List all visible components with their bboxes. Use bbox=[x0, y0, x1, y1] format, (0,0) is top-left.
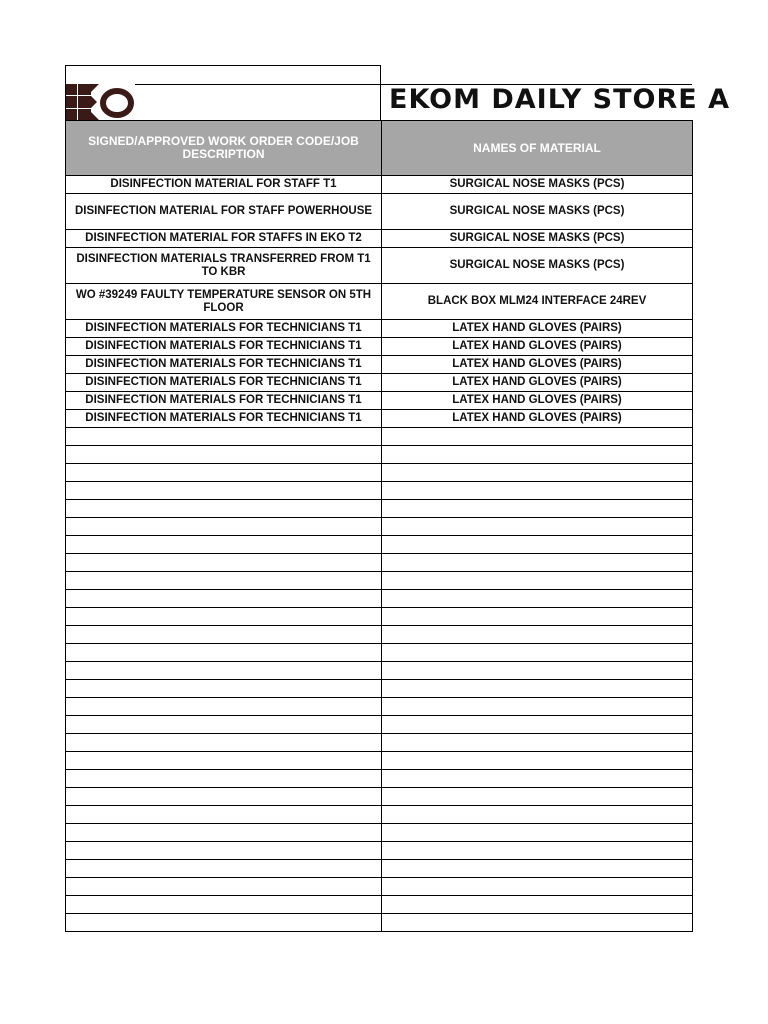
empty-row bbox=[66, 716, 693, 734]
empty-cell bbox=[382, 482, 693, 500]
empty-cell bbox=[66, 644, 382, 662]
table-row bbox=[66, 284, 693, 320]
empty-row bbox=[66, 518, 693, 536]
cell-job-description: DISINFECTION MATERIALS FOR TECHNICIANS T1 bbox=[66, 320, 382, 338]
table-row bbox=[66, 356, 693, 374]
empty-cell bbox=[382, 446, 693, 464]
empty-cell bbox=[382, 698, 693, 716]
empty-cell bbox=[382, 644, 693, 662]
empty-cell bbox=[382, 842, 693, 860]
empty-cell bbox=[66, 554, 382, 572]
cell-job-description: DISINFECTION MATERIALS TRANSFERRED FROM T1 TO KBR bbox=[66, 248, 382, 284]
empty-row bbox=[66, 860, 693, 878]
empty-cell bbox=[382, 536, 693, 554]
empty-cell bbox=[66, 518, 382, 536]
empty-cell bbox=[66, 860, 382, 878]
table-row bbox=[66, 338, 693, 356]
empty-cell bbox=[66, 698, 382, 716]
empty-cell bbox=[382, 770, 693, 788]
cell-job-description: DISINFECTION MATERIAL FOR STAFF POWERHOUSE bbox=[66, 194, 382, 230]
empty-cell bbox=[66, 806, 382, 824]
empty-cell bbox=[66, 680, 382, 698]
empty-cell bbox=[382, 518, 693, 536]
empty-row bbox=[66, 842, 693, 860]
cell-job-description: DISINFECTION MATERIAL FOR STAFF T1 bbox=[66, 176, 382, 194]
empty-row bbox=[66, 824, 693, 842]
empty-row bbox=[66, 734, 693, 752]
empty-cell bbox=[382, 572, 693, 590]
empty-row bbox=[66, 626, 693, 644]
empty-row bbox=[66, 878, 693, 896]
empty-cell bbox=[66, 824, 382, 842]
spreadsheet-page bbox=[65, 65, 731, 941]
cell-job-description: WO #39249 FAULTY TEMPERATURE SENSOR ON 5TH FLOOR bbox=[66, 284, 382, 320]
empty-cell bbox=[382, 626, 693, 644]
empty-cell bbox=[382, 716, 693, 734]
empty-cell bbox=[382, 680, 693, 698]
empty-cell bbox=[66, 716, 382, 734]
empty-cell bbox=[66, 464, 382, 482]
empty-row bbox=[66, 446, 693, 464]
store-table bbox=[65, 120, 693, 932]
empty-cell bbox=[382, 464, 693, 482]
empty-cell bbox=[382, 590, 693, 608]
empty-cell bbox=[382, 734, 693, 752]
empty-cell bbox=[382, 860, 693, 878]
cell-material-name: SURGICAL NOSE MASKS (PCS) bbox=[382, 176, 693, 194]
cell-job-description: DISINFECTION MATERIALS FOR TECHNICIANS T1 bbox=[66, 374, 382, 392]
empty-row bbox=[66, 806, 693, 824]
empty-cell bbox=[66, 734, 382, 752]
empty-cell bbox=[382, 878, 693, 896]
table-row bbox=[66, 248, 693, 284]
empty-row bbox=[66, 590, 693, 608]
empty-cell bbox=[382, 554, 693, 572]
empty-cell bbox=[66, 446, 382, 464]
empty-row bbox=[66, 662, 693, 680]
empty-cell bbox=[382, 824, 693, 842]
cell-job-description: DISINFECTION MATERIALS FOR TECHNICIANS T1 bbox=[66, 356, 382, 374]
cell-job-description: DISINFECTION MATERIAL FOR STAFFS IN EKO T2 bbox=[66, 230, 382, 248]
empty-cell bbox=[66, 662, 382, 680]
empty-cell bbox=[382, 500, 693, 518]
cell-material-name: LATEX HAND GLOVES (PAIRS) bbox=[382, 374, 693, 392]
empty-cell bbox=[382, 788, 693, 806]
empty-row bbox=[66, 770, 693, 788]
empty-cell bbox=[66, 608, 382, 626]
cell-job-description: DISINFECTION MATERIALS FOR TECHNICIANS T1 bbox=[66, 338, 382, 356]
cell-job-description: DISINFECTION MATERIALS FOR TECHNICIANS T1 bbox=[66, 392, 382, 410]
cell-material-name: SURGICAL NOSE MASKS (PCS) bbox=[382, 248, 693, 284]
header-job-description: SIGNED/APPROVED WORK ORDER CODE/JOB DESCRIPTION bbox=[66, 121, 382, 176]
empty-row bbox=[66, 896, 693, 914]
empty-row bbox=[66, 572, 693, 590]
cell-material-name: LATEX HAND GLOVES (PAIRS) bbox=[382, 356, 693, 374]
table-row bbox=[66, 230, 693, 248]
header-material-name: NAMES OF MATERIAL bbox=[382, 121, 693, 176]
empty-row bbox=[66, 464, 693, 482]
empty-cell bbox=[382, 752, 693, 770]
eko-logo-icon bbox=[66, 84, 138, 122]
empty-row bbox=[66, 698, 693, 716]
empty-cell bbox=[66, 500, 382, 518]
empty-cell bbox=[66, 572, 382, 590]
empty-row bbox=[66, 608, 693, 626]
table-row bbox=[66, 392, 693, 410]
table-row bbox=[66, 176, 693, 194]
empty-row bbox=[66, 914, 693, 932]
empty-cell bbox=[66, 878, 382, 896]
empty-row bbox=[66, 752, 693, 770]
empty-cell bbox=[66, 482, 382, 500]
empty-row bbox=[66, 788, 693, 806]
empty-cell bbox=[66, 536, 382, 554]
document-title: EKOM DAILY STORE A bbox=[389, 84, 731, 115]
empty-cell bbox=[66, 914, 382, 932]
cell-material-name: LATEX HAND GLOVES (PAIRS) bbox=[382, 320, 693, 338]
empty-cell bbox=[66, 896, 382, 914]
empty-cell bbox=[66, 752, 382, 770]
cell-material-name: LATEX HAND GLOVES (PAIRS) bbox=[382, 338, 693, 356]
empty-row bbox=[66, 680, 693, 698]
empty-row bbox=[66, 482, 693, 500]
empty-row bbox=[66, 428, 693, 446]
empty-row bbox=[66, 500, 693, 518]
empty-cell bbox=[382, 428, 693, 446]
empty-row bbox=[66, 554, 693, 572]
cell-material-name: SURGICAL NOSE MASKS (PCS) bbox=[382, 230, 693, 248]
empty-cell bbox=[66, 590, 382, 608]
empty-cell bbox=[382, 896, 693, 914]
table-row bbox=[66, 320, 693, 338]
empty-cell bbox=[66, 770, 382, 788]
cell-material-name: SURGICAL NOSE MASKS (PCS) bbox=[382, 194, 693, 230]
cell-material-name: LATEX HAND GLOVES (PAIRS) bbox=[382, 392, 693, 410]
empty-cell bbox=[382, 662, 693, 680]
table-row bbox=[66, 374, 693, 392]
empty-row bbox=[66, 644, 693, 662]
empty-cell bbox=[66, 842, 382, 860]
logo-cell bbox=[65, 65, 381, 120]
empty-cell bbox=[382, 608, 693, 626]
empty-cell bbox=[382, 914, 693, 932]
cell-material-name: LATEX HAND GLOVES (PAIRS) bbox=[382, 410, 693, 428]
cell-job-description: DISINFECTION MATERIALS FOR TECHNICIANS T1 bbox=[66, 410, 382, 428]
empty-cell bbox=[66, 428, 382, 446]
empty-cell bbox=[382, 806, 693, 824]
table-row bbox=[66, 410, 693, 428]
table-row bbox=[66, 194, 693, 230]
empty-row bbox=[66, 536, 693, 554]
cell-material-name: BLACK BOX MLM24 INTERFACE 24REV bbox=[382, 284, 693, 320]
table-body bbox=[66, 176, 693, 932]
empty-cell bbox=[66, 788, 382, 806]
empty-cell bbox=[66, 626, 382, 644]
